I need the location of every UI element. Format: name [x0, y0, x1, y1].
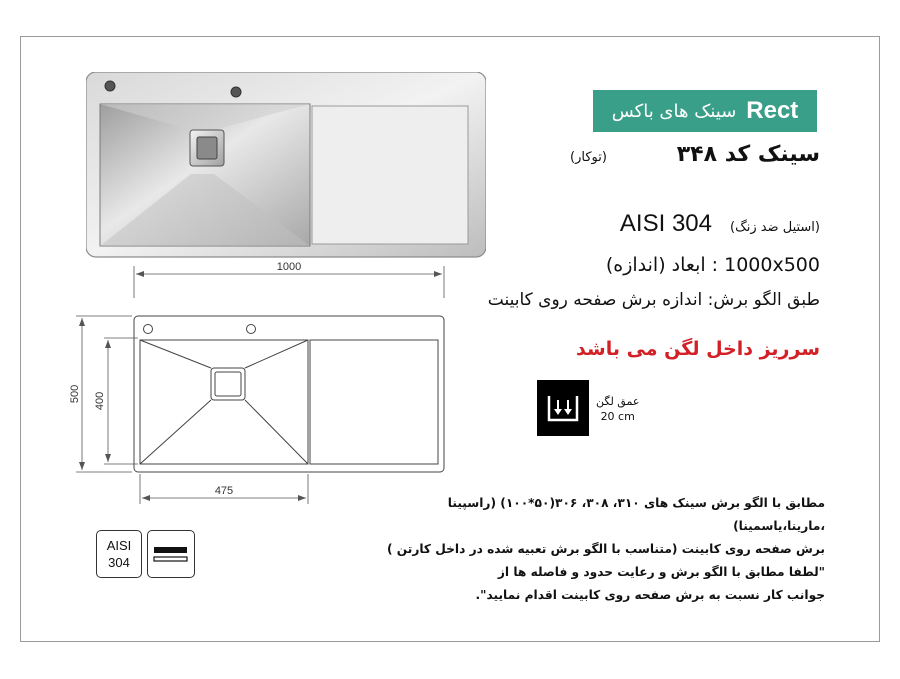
- thickness-sticker: [147, 530, 195, 578]
- aisi-sticker-line2: 304: [108, 555, 130, 570]
- bowl-depth: [596, 394, 639, 424]
- width-label: 1000: [276, 261, 302, 273]
- material-code: AISI 304: [619, 210, 712, 237]
- inner-height-label: 400: [94, 391, 106, 411]
- technical-drawing: [60, 258, 460, 508]
- depth-label: عمق لگن: [596, 395, 640, 408]
- depth-value: 20 cm: [600, 410, 635, 423]
- drainboard-outline: [310, 340, 438, 464]
- bowl-outline: [140, 340, 308, 464]
- note-line: جوانب کار نسبت به برش صفحه روی کابینت اقدام نمایید".: [475, 588, 825, 602]
- faucet-hole: [231, 87, 241, 97]
- sink-outline: [134, 316, 444, 472]
- badge-farsi: سینک های باکس: [611, 100, 737, 122]
- bowl-depth-icon: [537, 380, 589, 436]
- model-type: (توکار): [570, 150, 607, 165]
- sink-photo-drainboard: [312, 106, 468, 244]
- sink-photo: [86, 72, 486, 260]
- note-line: "لطفا مطابق با الگو برش و رعایت حدود و فاصله ها از: [497, 565, 825, 579]
- outer-height-label: 500: [69, 384, 81, 404]
- note-line: برش صفحه روی کابینت (متناسب با الگو برش تعبیه شده در داخل کارتن ): [386, 542, 825, 556]
- drain-outline: [211, 368, 245, 400]
- faucet-hole: [105, 81, 115, 91]
- product-badge: [593, 90, 817, 132]
- material-desc: (استیل ضد زنگ): [729, 220, 820, 235]
- thickness-icon: [148, 531, 193, 576]
- bowl-width-label: 475: [214, 485, 234, 497]
- badge-latin: Rect: [746, 97, 799, 124]
- model-title: سینک کد ۳۴۸: [676, 142, 820, 167]
- note-line: مطابق با الگو برش سینک های ۳۱۰، ۳۰۸، ۳۰۶(۵۰*۱۰۰) (راسپینا ،مارینا،یاسمینا): [447, 496, 825, 533]
- aisi-sticker-line1: AISI: [106, 538, 132, 553]
- dimensions: 1000x500 : ابعاد (اندازه): [605, 254, 820, 276]
- cut-note: طبق الگو برش: اندازه برش صفحه روی کابینت: [487, 290, 820, 310]
- overflow-note: سرریز داخل لگن می باشد: [576, 338, 820, 360]
- aisi-sticker: [96, 530, 142, 578]
- installation-notes: [360, 492, 825, 607]
- material-line: [520, 210, 820, 238]
